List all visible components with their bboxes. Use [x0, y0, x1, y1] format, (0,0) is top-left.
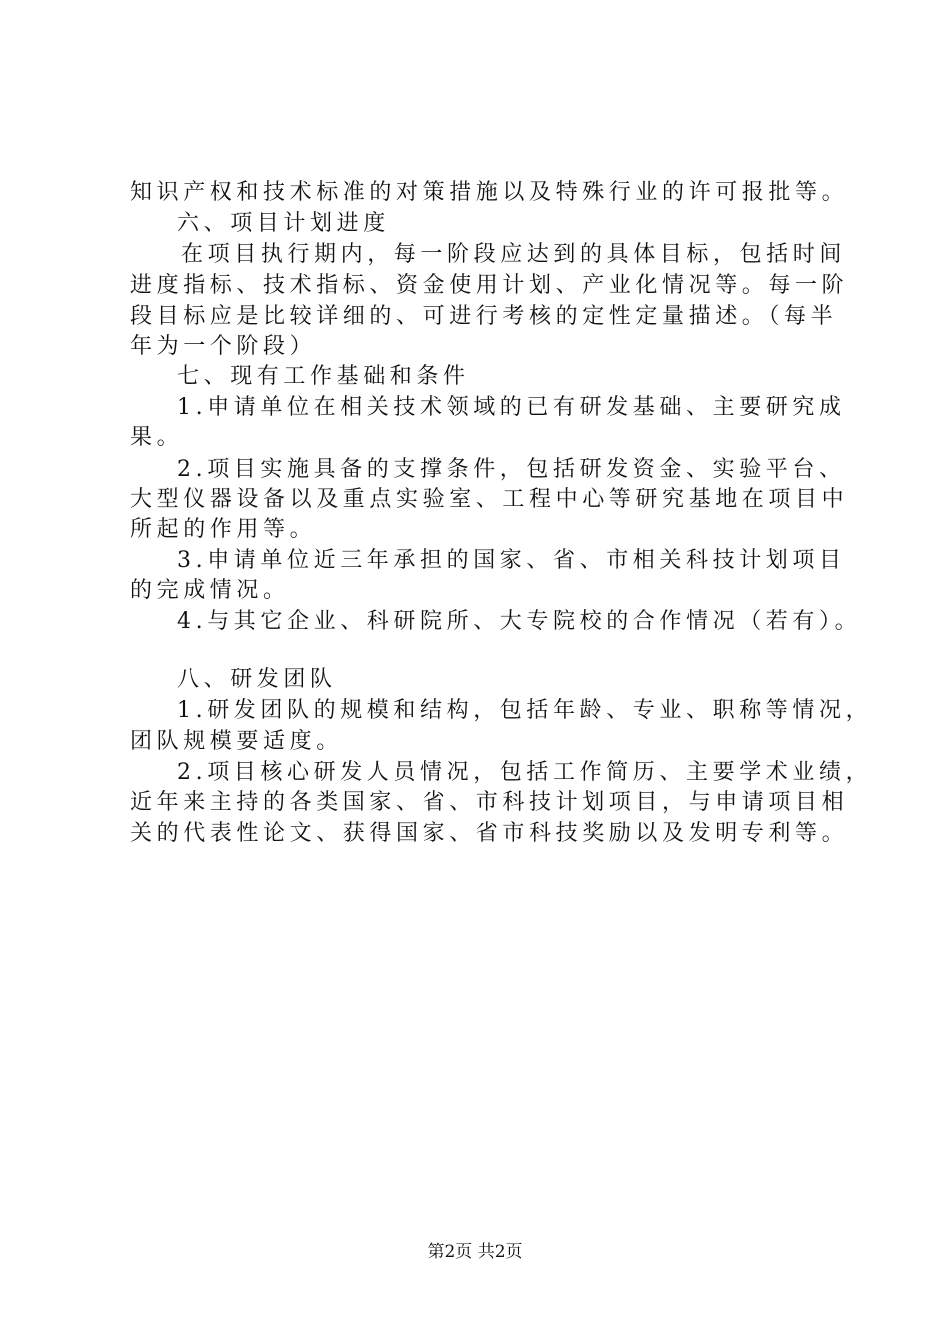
section-heading: 七、现有工作基础和条件 [177, 364, 470, 389]
text-line: 近年来主持的各类国家、省、市科技计划项目，与申请项目相 [130, 790, 849, 815]
text-line: 段目标应是比较详细的、可进行考核的定性定量描述。（每半 [130, 304, 838, 329]
section-heading: 六、项目计划进度 [177, 211, 390, 236]
text-line: 大型仪器设备以及重点实验室、工程中心等研究基地在项目中 [130, 487, 849, 512]
text-line: 在项目执行期内，每一阶段应达到的具体目标，包括时间 [181, 242, 847, 267]
text-line: 进度指标、技术指标、资金使用计划、产业化情况等。每一阶 [130, 273, 849, 298]
text-line: 1.研发团队的规模和结构，包括年龄、专业、职称等情况， [177, 698, 873, 723]
text-line: 1.申请单位在相关技术领域的已有研发基础、主要研究成 [177, 395, 846, 420]
text-line: 的完成情况。 [130, 578, 290, 603]
text-line: 2.项目实施具备的支撑条件，包括研发资金、实验平台、 [177, 457, 846, 482]
text-line: 团队规模要适度。 [130, 729, 343, 754]
text-line: 年为一个阶段） [130, 334, 317, 359]
section-heading: 八、研发团队 [177, 667, 337, 692]
page-footer: 第2页 共2页 [427, 1242, 523, 1262]
text-line: 所起的作用等。 [130, 517, 317, 542]
text-line: 3.申请单位近三年承担的国家、省、市相关科技计划项目 [177, 548, 846, 573]
text-line: 关的代表性论文、获得国家、省市科技奖励以及发明专利等。 [130, 821, 849, 846]
text-line: 2.项目核心研发人员情况，包括工作简历、主要学术业绩， [177, 760, 873, 785]
text-line: 4.与其它企业、科研院所、大专院校的合作情况（若有）。 [177, 609, 862, 634]
text-line: 知识产权和技术标准的对策措施以及特殊行业的许可报批等。 [130, 180, 849, 205]
text-line: 果。 [130, 425, 184, 450]
